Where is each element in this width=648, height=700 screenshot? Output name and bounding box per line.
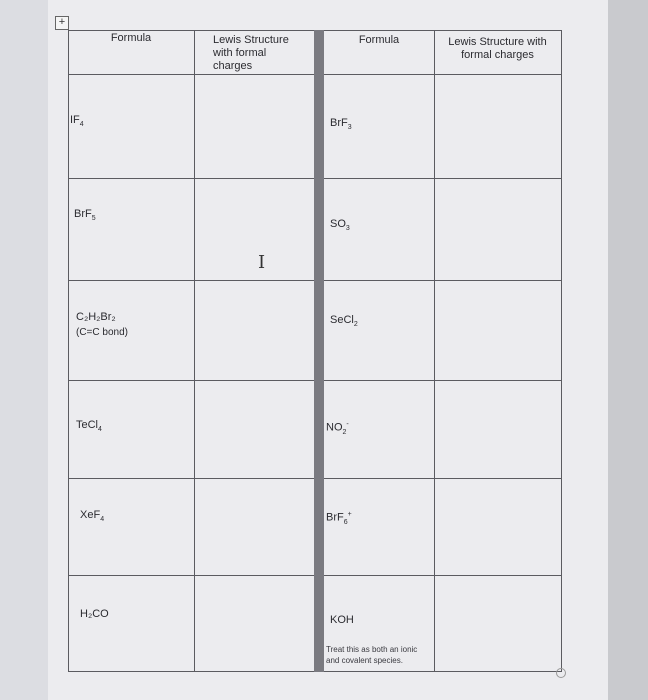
table-move-handle-icon[interactable]: + bbox=[55, 16, 69, 30]
formula-brf3: BrF$_3$ bbox=[330, 117, 352, 132]
formula-tecl4: TeCl$_4$ bbox=[76, 419, 102, 434]
page-shadow bbox=[608, 0, 648, 700]
koh-note: Treat this as both an ionic and covalent species. bbox=[326, 645, 418, 665]
formula-secl2: SeCl$_2$ bbox=[330, 314, 358, 329]
formula-c2h2br2: C₂H₂Br₂ bbox=[76, 311, 116, 323]
formula-no2-anion: $NO_2^-$ bbox=[326, 421, 349, 436]
header-formula-right: Formula bbox=[358, 34, 400, 46]
lewis-structure-table bbox=[68, 30, 562, 672]
thick-column-divider bbox=[314, 30, 324, 672]
header-lewis-left: Lewis Structure with formal charges bbox=[213, 34, 289, 72]
header-lewis-right: Lewis Structure with formal charges bbox=[448, 36, 547, 61]
formula-so3: $SO_3$ bbox=[330, 218, 350, 233]
formula-brf6-cation: BrF$_6$+ bbox=[326, 511, 352, 526]
header-formula-left: Formula bbox=[110, 32, 152, 44]
formula-c2h2br2-note: (C=C bond) bbox=[76, 327, 128, 338]
formula-xef4: XeF$_4$ bbox=[80, 509, 105, 524]
formula-h2co: H₂CO bbox=[80, 608, 109, 620]
text-cursor-icon: I bbox=[258, 252, 266, 273]
resize-corner-icon[interactable] bbox=[556, 668, 566, 678]
formula-koh: KOH bbox=[330, 614, 354, 626]
formula-brf5: BrF$_5$ bbox=[74, 208, 96, 223]
formula-if4: $IF_4$ bbox=[70, 114, 84, 129]
